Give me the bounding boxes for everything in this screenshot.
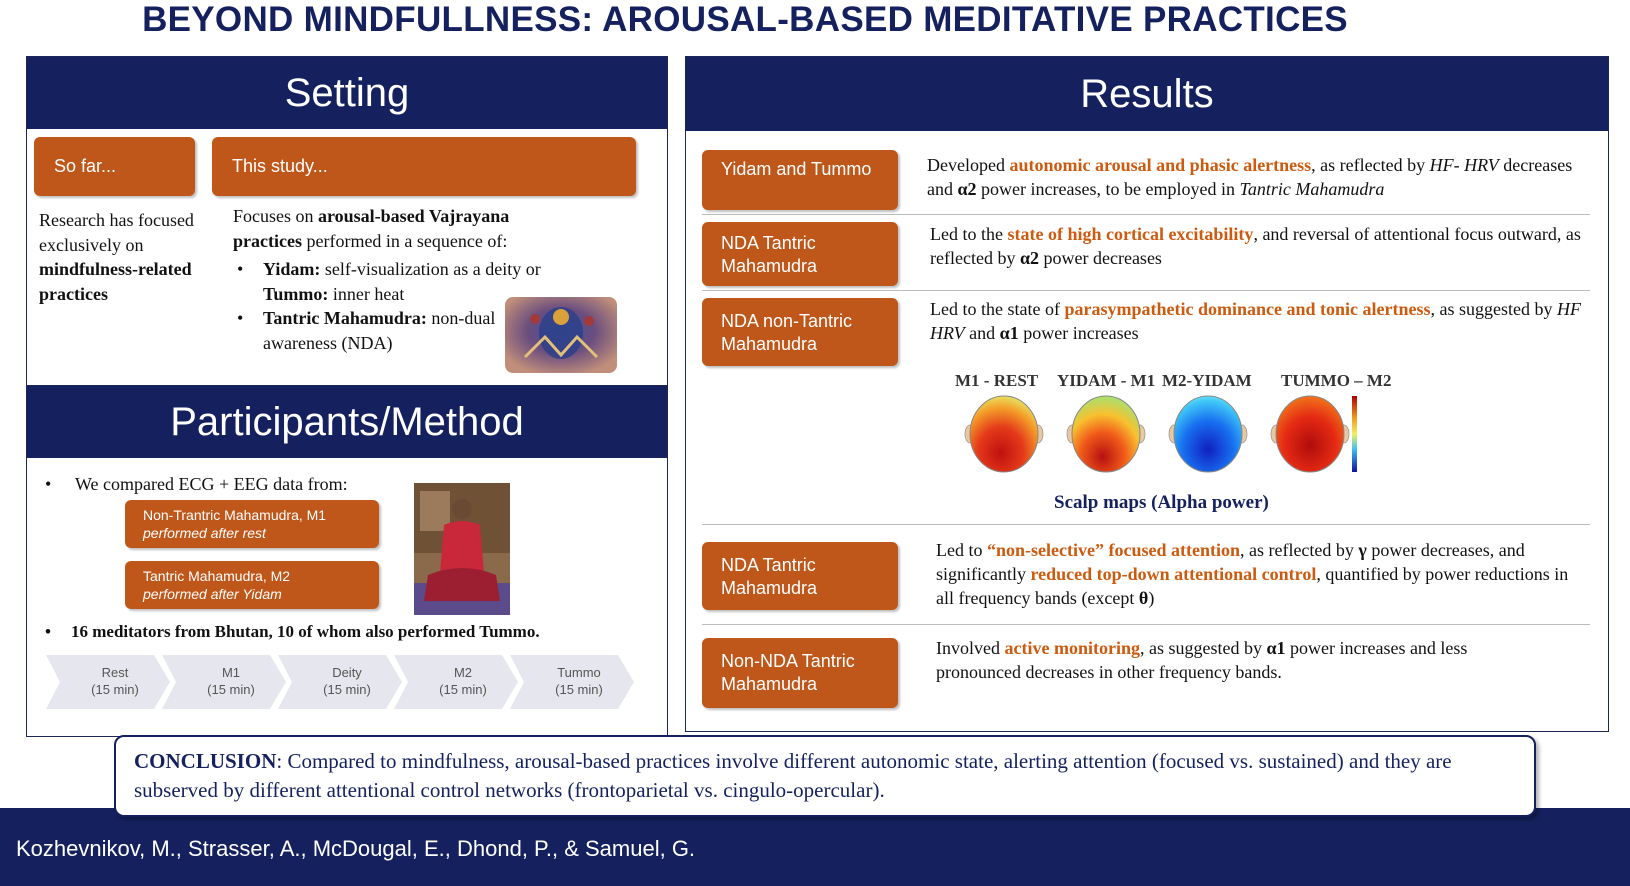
meditators-bullet: • bbox=[45, 622, 51, 641]
r2-t2: , and reversal of attentional focus outward, as reflected by bbox=[930, 224, 1581, 268]
bullet-tantric-text: non-dual awareness (NDA) bbox=[263, 308, 496, 353]
seq-rest-duration: (15 min) bbox=[91, 682, 139, 697]
r3-t3: and bbox=[964, 323, 1000, 343]
seq-tummo-name: Tummo bbox=[557, 665, 601, 680]
scalp-maps bbox=[960, 392, 1380, 478]
r4-t5: ) bbox=[1148, 588, 1155, 608]
footer-authors: Kozhevnikov, M., Strasser, A., McDougal, E., Dhond, P., & Samuel, G. bbox=[16, 836, 696, 861]
bullet-yidam-bold: Yidam: bbox=[263, 259, 321, 279]
meditators-text bbox=[45, 620, 645, 645]
r1-t3: decreases and bbox=[927, 155, 1573, 199]
seq-rest bbox=[70, 664, 160, 698]
r3-b1: α1 bbox=[999, 323, 1019, 343]
result-label-nda-tantric-2 bbox=[702, 542, 898, 610]
results-heading: Results bbox=[686, 57, 1608, 131]
this-study-label: This study... bbox=[232, 156, 328, 176]
bullet-tantric-bold: Tantric Mahamudra: bbox=[263, 308, 427, 328]
divider-1 bbox=[702, 214, 1590, 215]
r5-t1: Involved bbox=[936, 638, 1005, 658]
seq-m1-name: M1 bbox=[221, 665, 241, 680]
so-far-label: So far... bbox=[54, 156, 117, 176]
r5-b1: α1 bbox=[1266, 638, 1286, 658]
r4-t4: , quantified by power reductions in all frequency bands (except bbox=[936, 564, 1569, 608]
result-label-nda-tantric-2-text: NDA Tantric Mahamudra bbox=[721, 555, 818, 598]
r3-i1: HF HRV bbox=[930, 299, 1581, 343]
conclusion-text: : Compared to mindfulness, arousal-based practices involve different autonomic state, alerting attention (focused vs. sustained) and they are subserved by different attentional control networks (frontoparietal vs. cingulo-opercular). bbox=[134, 749, 1452, 802]
scalp-map-m1-rest bbox=[965, 396, 1043, 472]
m2-title: Tantric Mahamudra, M2 bbox=[143, 568, 291, 584]
r3-t2: , as suggested by bbox=[1430, 299, 1557, 319]
scalp-label-4: TUMMO – M2 bbox=[1281, 371, 1392, 390]
meditators-text-label: 16 meditators from Bhutan, 10 of whom also performed Tummo. bbox=[71, 622, 540, 641]
r4-h2: reduced top-down attentional control bbox=[1030, 564, 1317, 584]
r3-t4: power increases bbox=[1018, 323, 1139, 343]
deity-image bbox=[505, 297, 617, 373]
r2-t1: Led to the bbox=[930, 224, 1008, 244]
r1-t4: power increases, to be employed in bbox=[976, 179, 1240, 199]
r4-h1: “non-selective” focused attention bbox=[987, 540, 1240, 560]
scalp-map-yidam-m1 bbox=[1067, 396, 1145, 472]
r2-h1: state of high cortical excitability bbox=[1007, 224, 1254, 244]
m1-title: Non-Trantric Mahamudra, M1 bbox=[143, 507, 327, 523]
bullet-tantric bbox=[233, 306, 543, 355]
seq-rest-name: Rest bbox=[101, 665, 129, 680]
bullet-yidam-text: self-visualization as a deity or bbox=[320, 259, 541, 279]
r1-b1: α2 bbox=[957, 179, 977, 199]
r4-t3: power decreases, and significantly bbox=[936, 540, 1525, 584]
poster-title: BEYOND MINDFULLNESS: AROUSAL-BASED MEDITATIVE PRACTICES bbox=[142, 0, 1348, 39]
so-far-box bbox=[34, 137, 195, 196]
seq-deity-name: Deity bbox=[332, 665, 362, 680]
scalp-caption: Scalp maps (Alpha power) bbox=[1054, 492, 1269, 513]
seq-tummo bbox=[534, 664, 624, 698]
seq-deity bbox=[302, 664, 392, 698]
m1-box bbox=[125, 500, 379, 548]
m1-subtitle: performed after rest bbox=[143, 525, 266, 541]
study-bullets bbox=[233, 257, 543, 355]
r1-i2: Tantric Mahamudra bbox=[1239, 179, 1385, 199]
result-label-nda-non-tantric bbox=[702, 298, 898, 366]
result-label-nda-tantric-1 bbox=[702, 222, 898, 286]
result-label-yidam-tummo bbox=[702, 150, 898, 210]
divider-2 bbox=[702, 290, 1590, 291]
result-label-non-nda-tantric-text: Non-NDA Tantric Mahamudra bbox=[721, 651, 855, 694]
meditator-photo bbox=[414, 483, 510, 615]
result-label-yidam-tummo-text: Yidam and Tummo bbox=[721, 159, 872, 179]
seq-tummo-duration: (15 min) bbox=[555, 682, 603, 697]
result-text-yidam-tummo bbox=[927, 153, 1587, 201]
result-label-nda-non-tantric-text: NDA non-Tantric Mahamudra bbox=[721, 311, 853, 354]
scalp-label-1: M1 - REST bbox=[955, 371, 1039, 390]
this-study-box bbox=[212, 137, 636, 196]
compare-bullet: • bbox=[45, 474, 52, 494]
study-intro-end: performed in a sequence of: bbox=[301, 230, 508, 251]
divider-4 bbox=[702, 624, 1590, 625]
bullet-tummo-text: inner heat bbox=[328, 283, 405, 304]
scalp-colorbar bbox=[1352, 396, 1357, 472]
study-intro bbox=[233, 204, 573, 253]
r4-t2: , as reflected by bbox=[1239, 540, 1359, 560]
r1-t1: Developed bbox=[927, 155, 1010, 175]
m2-subtitle: performed after Yidam bbox=[143, 586, 282, 602]
bullet-tummo-bold: Tummo: bbox=[263, 283, 329, 304]
result-text-non-nda-tantric bbox=[936, 636, 1496, 684]
seq-m1 bbox=[186, 664, 276, 698]
bullet-yidam-tummo bbox=[233, 257, 543, 306]
divider-3 bbox=[702, 524, 1590, 525]
scalp-label-3: M2-YIDAM bbox=[1162, 371, 1252, 390]
so-far-text bbox=[39, 208, 204, 306]
m2-box bbox=[125, 561, 379, 609]
r2-t3: power decreases bbox=[1039, 248, 1162, 268]
scalp-label-2: YIDAM - M1 bbox=[1057, 371, 1156, 390]
conclusion-label: CONCLUSION bbox=[134, 749, 277, 773]
r4-b2: θ bbox=[1138, 588, 1149, 608]
seq-m1-duration: (15 min) bbox=[207, 682, 255, 697]
result-text-nda-tantric-1 bbox=[930, 222, 1590, 270]
seq-m2-duration: (15 min) bbox=[439, 682, 487, 697]
result-label-non-nda-tantric bbox=[702, 638, 898, 708]
study-intro-plain: Focuses on bbox=[233, 206, 318, 226]
r5-h1: active monitoring bbox=[1004, 638, 1140, 658]
result-text-nda-non-tantric bbox=[930, 297, 1590, 345]
participants-heading: Participants/Method bbox=[27, 386, 667, 458]
seq-deity-duration: (15 min) bbox=[323, 682, 371, 697]
r2-b1: α2 bbox=[1019, 248, 1039, 268]
scalp-map-m2-yidam bbox=[1169, 396, 1247, 472]
r5-t3: power increases and less pronounced decreases in other frequency bands. bbox=[936, 638, 1468, 682]
so-far-text-plain: Research has focused exclusively on bbox=[39, 210, 194, 255]
r3-h1: parasympathetic dominance and tonic alertness bbox=[1064, 299, 1431, 319]
study-intro-bold: arousal-based Vajrayana practices bbox=[233, 206, 510, 251]
result-label-nda-tantric-1-text: NDA Tantric Mahamudra bbox=[721, 233, 818, 276]
seq-m2-name: M2 bbox=[453, 665, 473, 680]
setting-heading: Setting bbox=[27, 57, 667, 129]
result-text-nda-tantric-2 bbox=[936, 538, 1581, 610]
r5-t2: , as suggested by bbox=[1139, 638, 1267, 658]
compare-text-label: We compared ECG + EEG data from: bbox=[75, 474, 348, 494]
r4-t1: Led to bbox=[936, 540, 987, 560]
r1-t2: , as reflected by bbox=[1311, 155, 1430, 175]
scalp-map-tummo-m2 bbox=[1271, 396, 1349, 472]
r3-t1: Led to the state of bbox=[930, 299, 1065, 319]
so-far-text-bold: mindfulness-related practices bbox=[39, 259, 192, 304]
r1-i1: HF- HRV bbox=[1429, 155, 1499, 175]
r1-h1: autonomic arousal and phasic alertness bbox=[1009, 155, 1312, 175]
r4-b1: γ bbox=[1358, 540, 1367, 560]
compare-text bbox=[45, 472, 425, 497]
conclusion-box bbox=[114, 735, 1536, 817]
seq-m2 bbox=[418, 664, 508, 698]
